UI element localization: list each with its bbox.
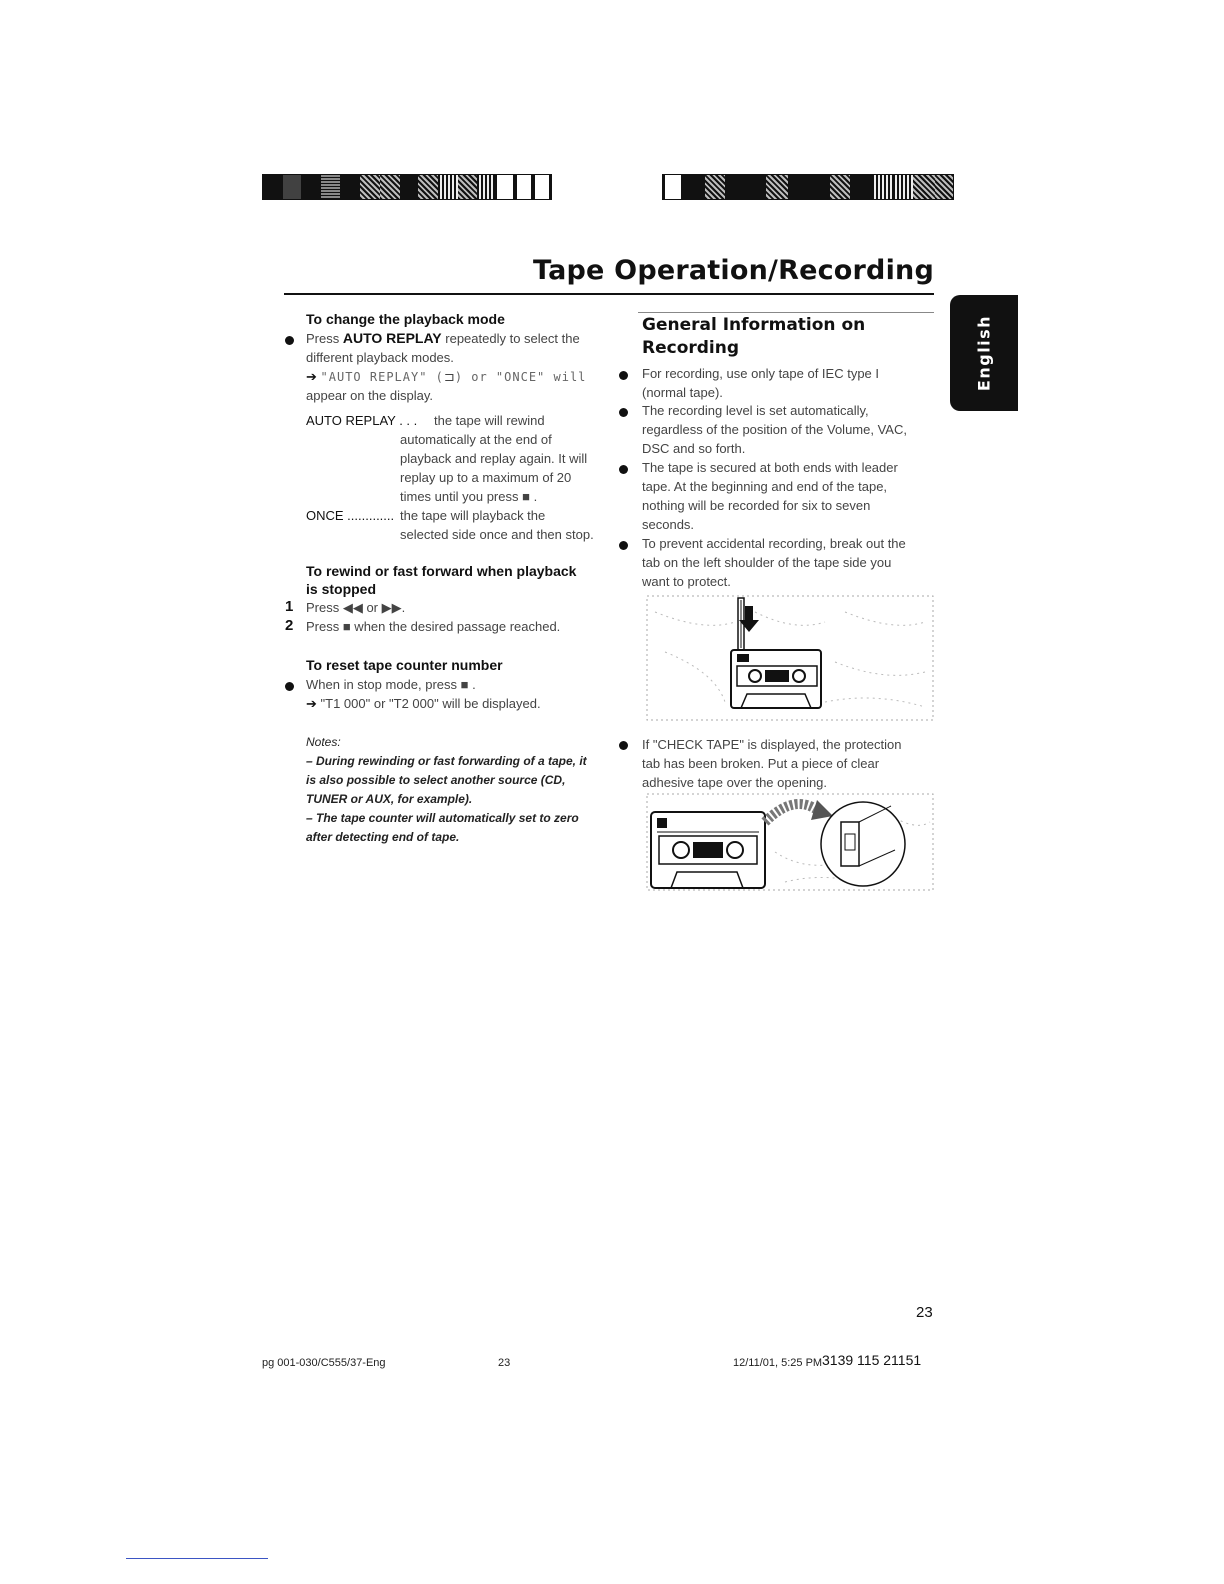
info-bullet-4-line-2: tab on the left shoulder of the tape side you: [642, 555, 892, 570]
auto-replay-desc-5: times until you press ■ .: [400, 489, 538, 504]
section-rule: [638, 312, 934, 313]
playback-mode-line4: appear on the display.: [306, 388, 433, 403]
bullet: [285, 682, 294, 691]
auto-replay-desc-1: the tape will rewind: [434, 413, 545, 428]
counter-heading: To reset tape counter number: [306, 657, 503, 673]
once-desc-2: selected side once and then stop.: [400, 527, 594, 542]
arrow-icon: ➔: [306, 369, 317, 384]
registration-bar-left: [262, 174, 552, 200]
auto-replay-desc-3: playback and replay again. It will: [400, 451, 588, 466]
counter-line-2: ➔ "T1 000" or "T2 000" will be displayed.: [306, 696, 541, 711]
title-rule: [284, 293, 934, 295]
note-line-3: TUNER or AUX, for example).: [306, 792, 473, 806]
bullet: [285, 336, 294, 345]
check-tape-line-2: tab has been broken. Put a piece of clear: [642, 756, 880, 771]
info-bullet-1-line-1: For recording, use only tape of IEC type I: [642, 366, 880, 381]
notes-title: Notes:: [306, 735, 341, 749]
rewind-heading-2: is stopped: [306, 581, 377, 597]
arrow-icon: ➔: [306, 696, 317, 711]
info-bullet-2-line-2: regardless of the position of the Volume, VAC,: [642, 422, 907, 437]
info-bullet-3-line-4: seconds.: [642, 517, 695, 532]
check-tape-line-3: adhesive tape over the opening.: [642, 775, 828, 790]
auto-replay-desc-4: replay up to a maximum of 20: [400, 470, 572, 485]
general-info-heading-2: Recording: [642, 338, 740, 358]
bullet: [619, 408, 628, 417]
bullet: [619, 741, 628, 750]
info-bullet-2-line-3: DSC and so forth.: [642, 441, 746, 456]
replay-icon: ⊐: [443, 369, 455, 384]
once-desc-1: the tape will playback the: [400, 508, 546, 523]
step-number-2: 2: [285, 617, 294, 634]
rewind-step-1: Press ◀◀ or ▶▶.: [306, 600, 406, 615]
rewind-step-2: Press ■ when the desired passage reached.: [306, 619, 561, 634]
playback-mode-line2: different playback modes.: [306, 350, 454, 365]
footer-code: 3139 115 21151: [822, 1352, 922, 1368]
note-line-5: after detecting end of tape.: [306, 830, 460, 844]
playback-mode-heading: To change the playback mode: [306, 311, 505, 327]
check-tape-line-1: If "CHECK TAPE" is displayed, the protection: [642, 737, 902, 752]
auto-replay-key: AUTO REPLAY: [342, 330, 442, 346]
info-bullet-3-line-1: The tape is secured at both ends with leader: [642, 460, 898, 475]
page-number: 23: [916, 1304, 933, 1321]
counter-line-1: When in stop mode, press ■ .: [306, 677, 476, 692]
language-tab: [950, 295, 1018, 411]
step-number-1: 1: [285, 598, 294, 615]
info-bullet-1-line-2: (normal tape).: [642, 385, 723, 400]
playback-mode-line3: ➔ "AUTO REPLAY" (⊐) or "ONCE" will: [306, 369, 587, 384]
bottom-line: [126, 1558, 268, 1559]
info-bullet-4-line-3: want to protect.: [642, 574, 731, 589]
info-bullet-2-line-1: The recording level is set automatically,: [642, 403, 869, 418]
bullet: [619, 465, 628, 474]
note-line-1: – During rewinding or fast forwarding of a tape, it: [306, 754, 587, 768]
auto-replay-desc-2: automatically at the end of: [400, 432, 552, 447]
footer-page: 23: [498, 1357, 511, 1369]
rewind-heading-1: To rewind or fast forward when playback: [306, 563, 577, 579]
note-line-4: – The tape counter will automatically set to zero: [306, 811, 579, 825]
general-info-heading-1: General Information on: [642, 315, 866, 335]
bullet: [619, 371, 628, 380]
info-bullet-3-line-2: tape. At the beginning and end of the tape,: [642, 479, 888, 494]
once-term: ONCE .............: [306, 508, 395, 523]
footer-file: pg 001-030/C555/37-Eng: [262, 1357, 386, 1369]
break-tab-illustration: [645, 592, 937, 724]
page-title: Tape Operation/Recording: [532, 255, 934, 286]
footer-timestamp: 12/11/01, 5:25 PM: [733, 1357, 823, 1369]
info-bullet-4-line-1: To prevent accidental recording, break out the: [642, 536, 906, 551]
playback-mode-line1: Press AUTO REPLAY repeatedly to select the: [306, 330, 580, 346]
registration-bar-right: [662, 174, 954, 200]
cover-opening-illustration: [645, 792, 937, 892]
auto-replay-term: AUTO REPLAY . . .: [306, 413, 418, 428]
bullet: [619, 541, 628, 550]
language-tab-label: English: [974, 314, 994, 392]
info-bullet-3-line-3: nothing will be recorded for six to seven: [642, 498, 871, 513]
note-line-2: is also possible to select another source (CD,: [306, 773, 566, 787]
